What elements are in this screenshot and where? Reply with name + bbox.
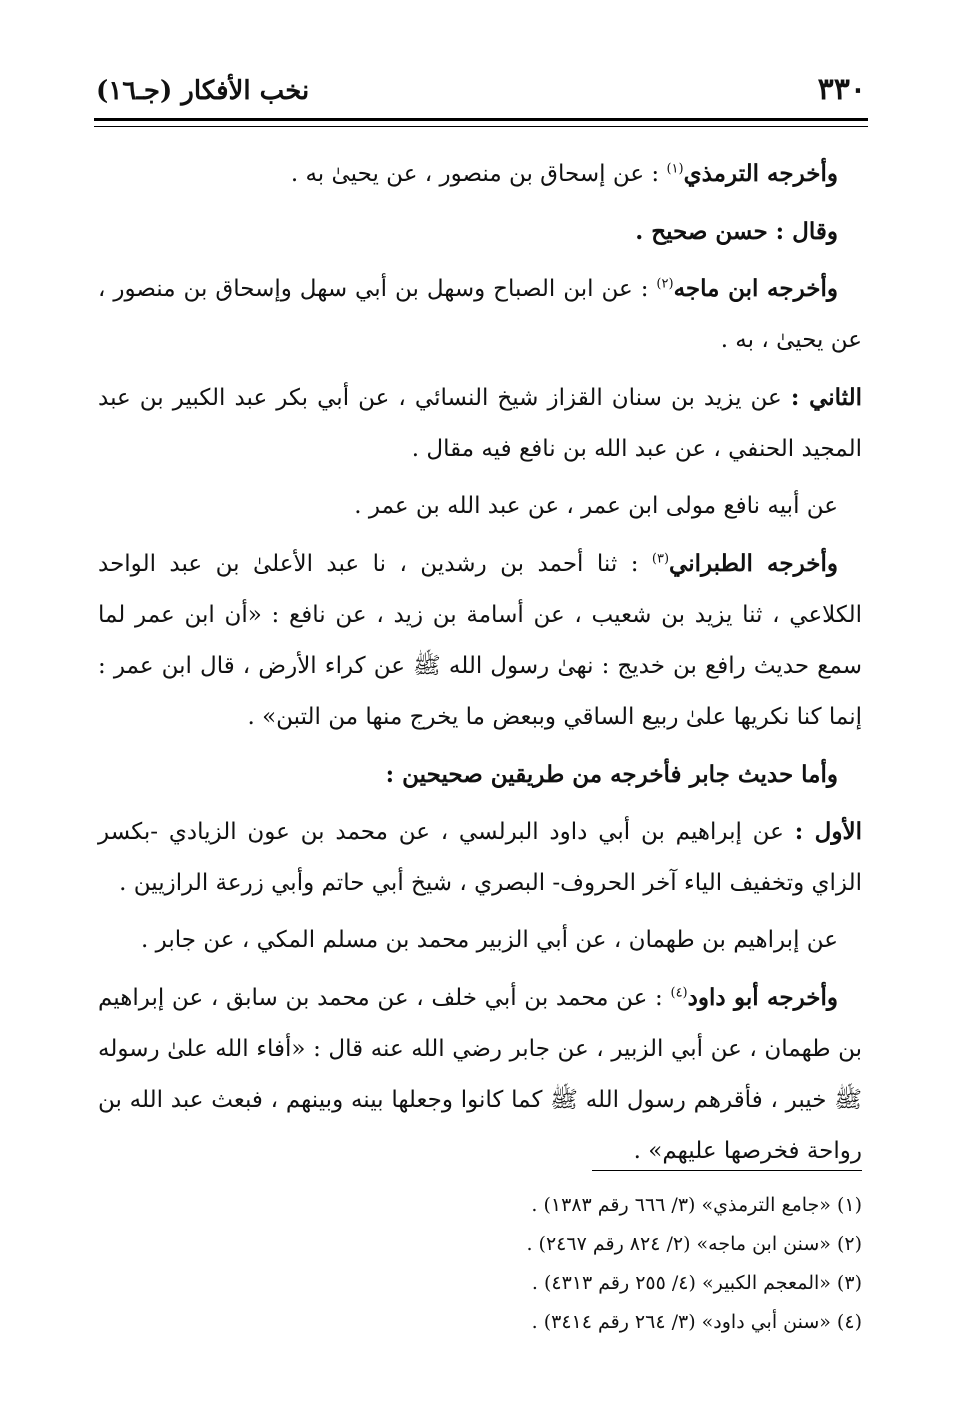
paragraph-lead: وأخرجه الترمذي [683,160,838,187]
footnote-item: (٤) «سنن أبي داود» (٣/ ٢٦٤ رقم ٣٤١٤) . [531,1311,862,1333]
paragraph-jabir-heading [98,749,862,800]
paragraph-hasan-sahih [98,206,862,257]
header-rule-thin [94,126,868,127]
paragraph-text: عن يزيد بن سنان القزاز شيخ النسائي ، عن أبي بكر عبد الكبير بن عبد المجيد الحنفي ، عن عبد الله بن نافع فيه مقال . [98,385,862,462]
paragraph-lead: وأخرجه ابن ماجه [673,275,838,302]
paragraph-text: عن أبيه نافع مولى ابن عمر ، عن عبد الله بن عمر . [354,493,838,519]
paragraph-tirmidhi [98,148,862,200]
running-title: نخب الأفكار (جـ١٦) [96,76,310,106]
paragraph-text: عن إبراهيم بن أبي داود البرلسي ، عن محمد بن عون الزيادي -بكسر الزاي وتخفيف الياء آخر الحروف- البصري ، شيخ أبي حاتم وأبي زرعة الرازيين . [98,819,862,896]
paragraph-first-chain [98,806,862,909]
paragraph-abu-dawud [98,972,862,1177]
footnote-item: (٢) «سنن ابن ماجه» (٢/ ٨٢٤ رقم ٢٤٦٧) . [526,1233,862,1255]
footnote-marker: (١) [666,161,684,177]
header-rule-thick [94,118,868,121]
paragraph-text: : عن ابن الصباح وسهل بن أبي سهل وإسحاق بن منصور ، عن يحيىٰ ، به . [98,276,862,353]
paragraph-lead: الأول : [794,818,863,845]
paragraph-text: وأما حديث جابر فأخرجه من طريقين صحيحين : [385,761,838,788]
paragraph-second-chain [98,372,862,475]
footnote-item: (٣) «المعجم الكبير» (٤/ ٢٥٥ رقم ٤٣١٣) . [531,1272,862,1294]
paragraph-text: : عن إسحاق بن منصور ، عن يحيىٰ به . [290,161,667,187]
footnote-marker: (٣) [651,551,670,567]
footnote-marker: (٤) [670,985,688,1001]
paragraph-ibn-majah [98,263,862,366]
page-number: ٣٣٠ [817,72,866,107]
paragraph-lead: الثاني : [790,384,862,411]
footnote-item: (١) «جامع الترمذي» (٣/ ٦٦٦ رقم ١٣٨٣) . [531,1194,862,1216]
footnote-marker: (٢) [656,276,674,292]
footnotes [98,1186,862,1342]
page-header [96,72,866,112]
paragraph-text: وقال : حسن صحيح . [635,218,838,245]
paragraph-ibrahim-tahman [98,915,862,966]
paragraph-lead: وأخرجه الطبراني [669,550,838,577]
paragraph-text: : عن محمد بن أبي خلف ، عن محمد بن سابق ، عن إبراهيم بن طهمان ، عن أبي الزبير ، عن جابر رضي الله عنه قال : «أفاء الله علىٰ رسوله ﷺ خيبر ، فأقرهم رسول الله ﷺ كما كانوا وجعلها بينه وبينهم ، فبعث عبد الله بن رواحة فخرصها عليهم» . [98,985,862,1164]
paragraph-lead: وأخرجه أبو داود [687,984,838,1011]
paragraph-tabarani [98,538,862,743]
footnote-separator [592,1170,862,1171]
main-text [98,148,862,1183]
paragraph-text: : ثنا أحمد بن رشدين ، نا عبد الأعلىٰ بن عبد الواحد الكلاعي ، ثنا يزيد بن شعيب ، عن أسامة بن زيد ، عن نافع : «أن ابن عمر لما سمع حديث رافع بن خديج : نهىٰ رسول الله ﷺ عن كراء الأرض ، قال ابن عمر : إنما كنا نكريها علىٰ ربيع الساقي وببعض ما يخرج منها من التبن» . [98,551,862,730]
paragraph-text: عن إبراهيم بن طهمان ، عن أبي الزبير محمد بن مسلم المكي ، عن جابر . [141,927,838,953]
paragraph-nafi [98,481,862,532]
